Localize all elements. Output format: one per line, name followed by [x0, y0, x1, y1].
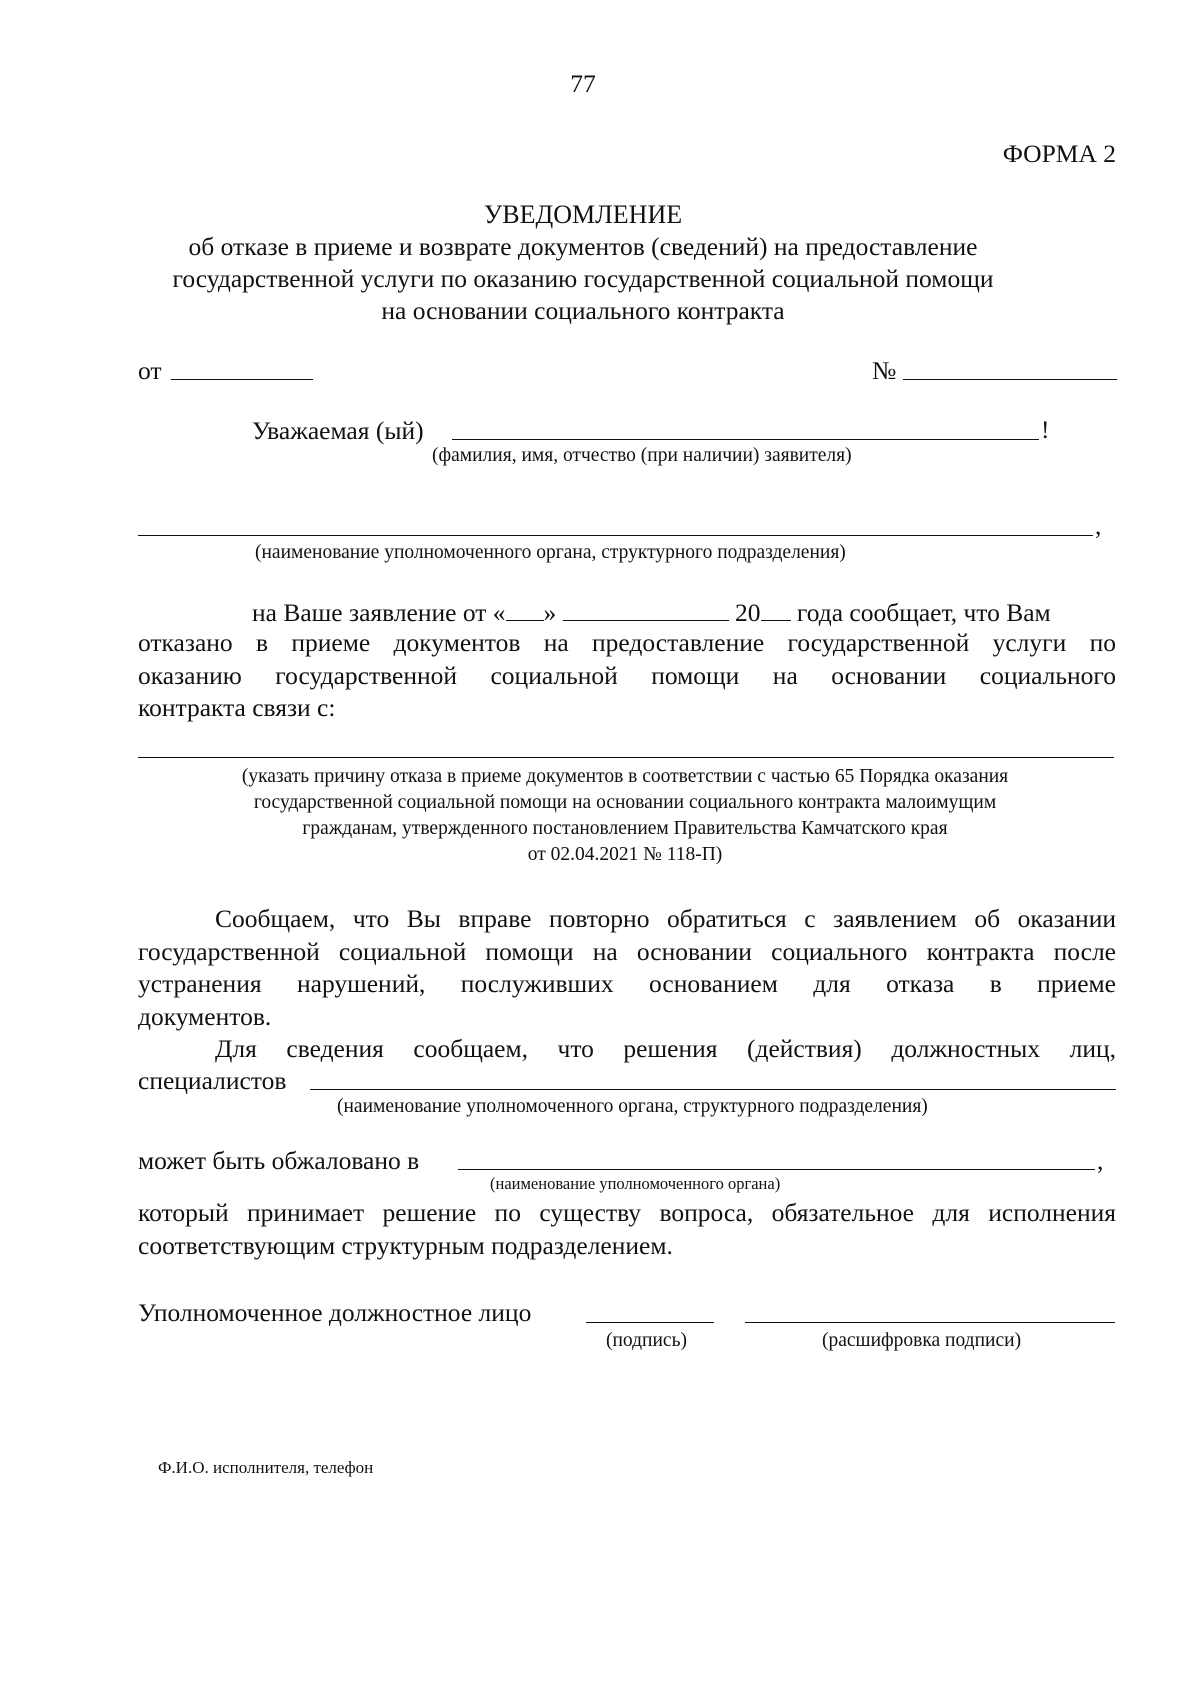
hint-fio: (фамилия, имя, отчество (при наличии) заявителя) — [432, 445, 852, 466]
form-label: ФОРМА 2 — [1002, 139, 1116, 168]
para3 — [138, 1033, 1116, 1066]
appeal-comma: , — [1097, 1146, 1104, 1175]
executor-label: Ф.И.О. исполнителя, телефон — [158, 1458, 374, 1477]
hint-organ-struct-2: (наименование уполномоченного органа, структурного подразделения) — [337, 1096, 928, 1117]
signature-hint: (подпись) — [606, 1330, 687, 1351]
organ-blank — [138, 535, 1093, 536]
reason-hint-line-4: от 02.04.2021 № 118-П) — [527, 844, 723, 865]
date-blank — [171, 379, 313, 380]
number-blank — [903, 379, 1117, 380]
signature-blank — [586, 1322, 714, 1323]
para4 — [138, 1197, 1116, 1262]
para1-quote-close: » — [543, 598, 557, 627]
hint-organ-struct: (наименование уполномоченного органа, структурного подразделения) — [255, 542, 846, 563]
specialists-blank — [310, 1089, 1116, 1090]
signature-decode-hint: (расшифровка подписи) — [822, 1330, 1022, 1351]
para1-first-line — [252, 595, 1051, 629]
signature-decode-blank — [745, 1322, 1115, 1323]
para1-intro: на Ваше заявление от « — [252, 598, 506, 627]
para4-line-2: соответствующим структурным подразделением. — [138, 1230, 673, 1260]
para1-after-year: года сообщает, что Вам — [790, 598, 1051, 627]
appeal-blank — [458, 1169, 1095, 1170]
specialists-label: специалистов — [138, 1066, 287, 1095]
greeting-label: Уважаемая (ый) — [252, 416, 424, 445]
para1-year-prefix: 20 — [735, 598, 761, 627]
para3-line-1: Для сведения сообщаем, что решения (действия) должностных лиц, — [215, 1034, 1116, 1063]
para4-line-1: который принимает решение по существу вопроса, обязательное для исполнения — [138, 1198, 1116, 1227]
para2-line-1: Сообщаем, что Вы вправе повторно обратиться с заявлением об оказании — [215, 904, 1116, 933]
reason-hint-line-3: гражданам, утвержденного постановлением Правительства Камчатского края — [302, 818, 948, 839]
para2-line-2: государственной социальной помощи на основании социального контракта после — [138, 936, 1116, 966]
year-blank — [761, 595, 791, 621]
para2 — [138, 903, 1116, 1033]
subtitle-line-2: государственной услуги по оказанию государственной социальной помощи — [172, 264, 994, 293]
from-label: от — [138, 356, 162, 385]
para1-line-2: отказано в приеме документов на предоставление государственной услуги по — [138, 628, 1116, 657]
para2-line-4: документов. — [138, 1001, 272, 1031]
subtitle-line-1: об отказе в приеме и возврате документов (сведений) на предоставление — [188, 232, 978, 261]
para1-line-4: контракта связи с: — [138, 693, 336, 722]
document-title: УВЕДОМЛЕНИЕ — [483, 200, 683, 229]
reason-blank — [138, 757, 1114, 758]
hint-organ: (наименование уполномоченного органа) — [490, 1174, 781, 1193]
month-blank — [563, 595, 729, 621]
official-label: Уполномоченное должностное лицо — [138, 1298, 532, 1327]
applicant-name-blank — [452, 439, 1039, 440]
page-number: 77 — [570, 69, 596, 98]
para2-line-3: устранения нарушений, послуживших основанием для отказа в приеме — [138, 969, 1116, 998]
reason-hint-line-2: государственной социальной помощи на основании социального контракта малоимущим — [253, 792, 997, 813]
appeal-label: может быть обжаловано в — [138, 1146, 420, 1175]
greeting-exclamation: ! — [1041, 415, 1050, 444]
reason-hint-line-1: (указать причину отказа в приеме документов в соответствии с частью 65 Порядка оказания — [241, 766, 1009, 787]
day-blank — [506, 595, 544, 621]
para1-body — [138, 627, 1116, 725]
para1-line-3: оказанию государственной социальной помощи на основании социального — [138, 660, 1116, 690]
organ-comma: , — [1095, 511, 1102, 540]
number-label: № — [872, 356, 897, 385]
subtitle-line-3: на основании социального контракта — [381, 296, 785, 325]
